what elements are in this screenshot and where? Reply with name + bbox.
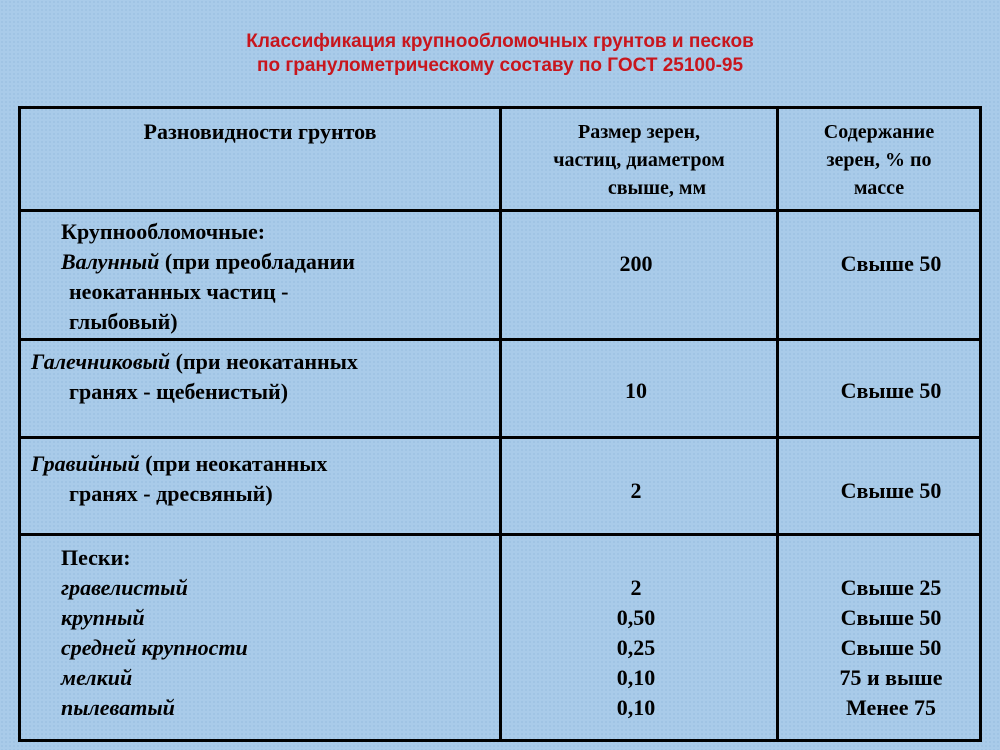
header-content-line-3: массе bbox=[853, 177, 905, 199]
sand-item-2-size: 0,25 bbox=[616, 635, 656, 660]
row-gravel-line-1 bbox=[31, 449, 327, 479]
row-coarse-size: 200 bbox=[619, 251, 653, 276]
row-divider-1 bbox=[21, 338, 979, 341]
row-coarse-desc-2: неокатанных частиц - bbox=[69, 279, 289, 304]
sand-item-3-content: 75 и выше bbox=[839, 665, 943, 690]
sand-item-1-content: Свыше 50 bbox=[840, 605, 942, 630]
sand-item-4-size: 0,10 bbox=[616, 695, 656, 720]
row-gravel-desc-1: (при неокатанных bbox=[139, 451, 328, 476]
row-coarse-desc-1: (при преобладании bbox=[159, 249, 355, 274]
row-pebble-content: Свыше 50 bbox=[840, 378, 942, 403]
row-pebble-name: Галечниковый bbox=[31, 349, 171, 374]
row-divider-header bbox=[21, 209, 979, 212]
row-divider-2 bbox=[21, 436, 979, 439]
header-content bbox=[779, 118, 979, 202]
sand-item-0-name: гравелистый bbox=[61, 575, 188, 600]
header-grain-size-line-1: Размер зерен, bbox=[577, 121, 701, 143]
sand-item-2-content: Свыше 50 bbox=[840, 635, 942, 660]
row-sands-sizes bbox=[521, 573, 751, 723]
row-gravel-content: Свыше 50 bbox=[840, 478, 942, 503]
header-soil-types: Разновидности грунтов bbox=[143, 119, 377, 144]
sand-item-3-name: мелкий bbox=[61, 665, 133, 690]
row-sands-contents bbox=[791, 573, 991, 723]
row-gravel-name: Гравийный bbox=[31, 451, 140, 476]
row-pebble-description bbox=[31, 347, 358, 407]
header-grain-size-line-3: свыше, мм bbox=[607, 177, 707, 199]
sand-item-4-name: пылеватый bbox=[61, 695, 175, 720]
sand-item-2-name: средней крупности bbox=[61, 635, 248, 660]
header-content-line-1: Содержание bbox=[823, 121, 935, 143]
row-sands-description bbox=[61, 543, 248, 723]
column-divider-1 bbox=[499, 109, 502, 739]
row-pebble-desc-2: гранях - щебенистый) bbox=[69, 379, 289, 404]
sand-item-0-size: 2 bbox=[630, 575, 642, 600]
row-sands-category: Пески: bbox=[61, 545, 131, 570]
column-divider-2 bbox=[776, 109, 779, 739]
classification-table bbox=[18, 106, 982, 742]
row-coarse-line-1 bbox=[61, 247, 355, 277]
page-title bbox=[0, 30, 1000, 78]
title-line-1: Классификация крупнообломочных грунтов и песков bbox=[246, 31, 754, 52]
sand-item-1-name: крупный bbox=[61, 605, 145, 630]
row-coarse-name: Валунный bbox=[61, 249, 160, 274]
row-divider-3 bbox=[21, 533, 979, 536]
row-pebble-line-1 bbox=[31, 347, 358, 377]
row-coarse-desc-3: глыбовый) bbox=[69, 309, 178, 334]
row-coarse-content: Свыше 50 bbox=[840, 251, 942, 276]
sand-item-1-size: 0,50 bbox=[616, 605, 656, 630]
sand-item-3-size: 0,10 bbox=[616, 665, 656, 690]
header-content-line-2: зерен, % по bbox=[826, 149, 932, 171]
row-gravel-size: 2 bbox=[630, 478, 642, 503]
sand-item-4-content: Менее 75 bbox=[846, 695, 936, 720]
header-grain-size-line-2: частиц, диаметром bbox=[553, 149, 725, 171]
title-line-2: по гранулометрическому составу по ГОСТ 25100-95 bbox=[256, 55, 744, 76]
header-grain-size bbox=[502, 118, 776, 202]
row-pebble-size: 10 bbox=[625, 378, 647, 403]
sand-item-0-content: Свыше 25 bbox=[840, 575, 942, 600]
row-coarse-description bbox=[61, 217, 355, 337]
row-gravel-description bbox=[31, 449, 327, 509]
row-coarse-category: Крупнообломочные: bbox=[61, 219, 266, 244]
row-gravel-desc-2: гранях - дресвяный) bbox=[69, 481, 273, 506]
row-pebble-desc-1: (при неокатанных bbox=[170, 349, 358, 374]
